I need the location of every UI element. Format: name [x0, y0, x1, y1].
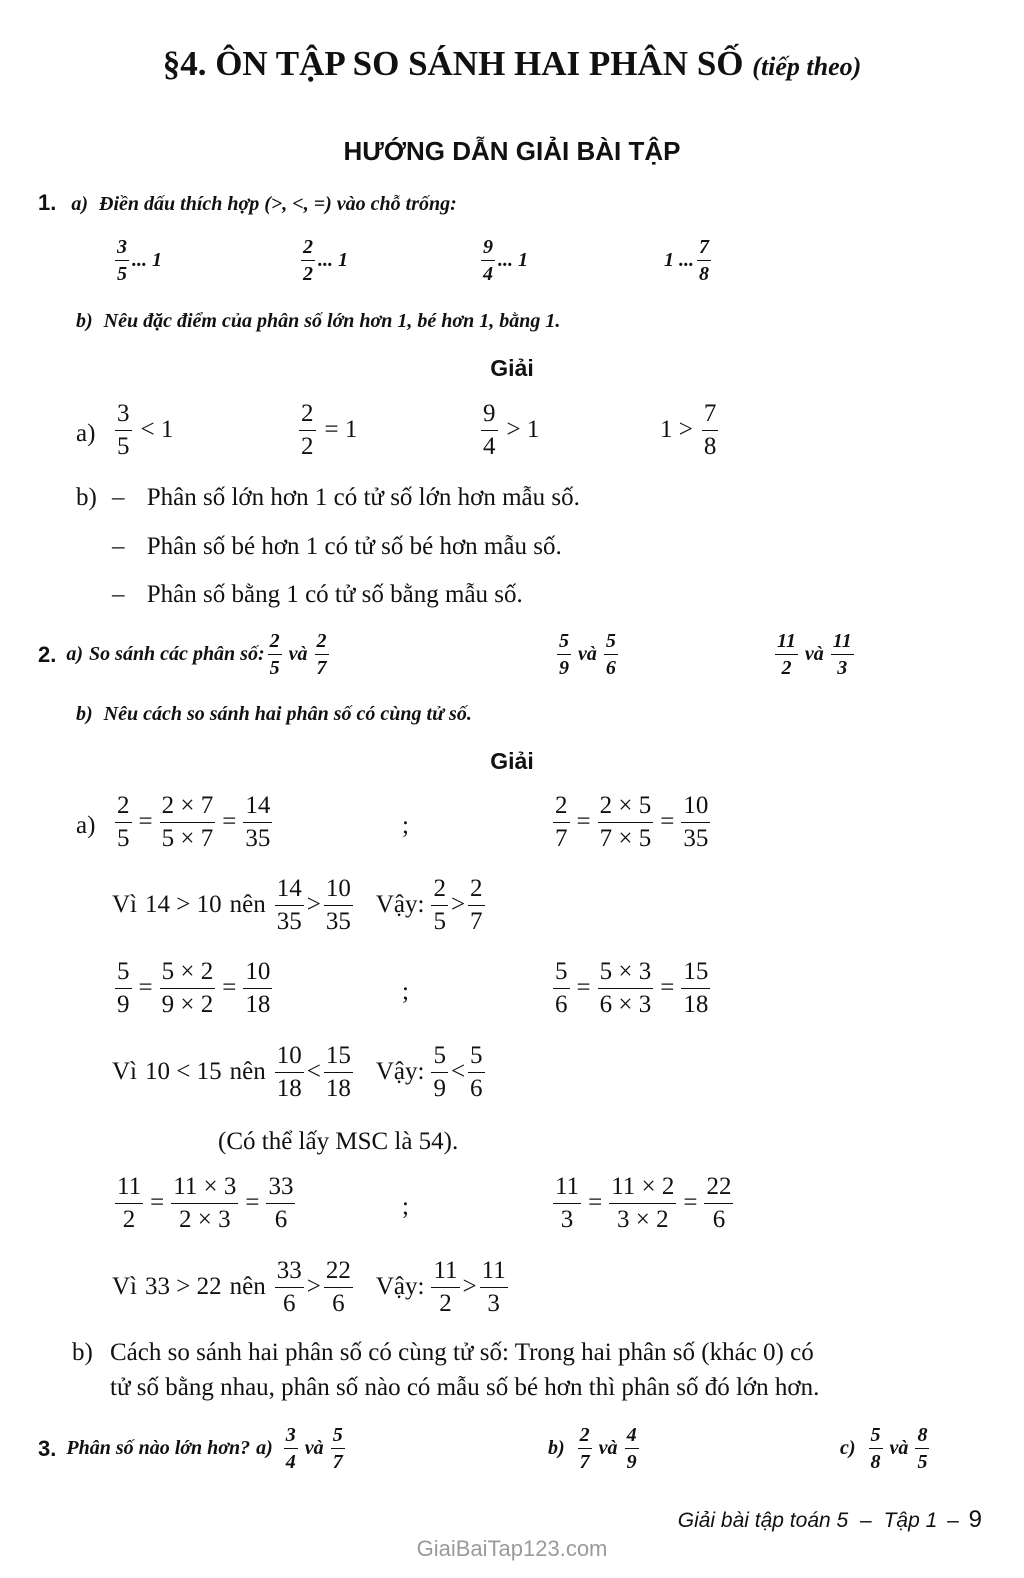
- ex2-a-text: So sánh các phân số:: [89, 643, 265, 665]
- ex1-item-1: [112, 236, 162, 285]
- ex1-answer-a-label: a): [76, 420, 96, 447]
- bullet-dash: –: [112, 484, 125, 511]
- bullet-dash: –: [112, 581, 125, 608]
- ex2-g3-right-chain: $\frac{11}{3}$ = $\frac{11 \times 2}{3 \times 2}$ = $\frac{22}{6}$: [555, 1173, 732, 1233]
- ex1-giai-heading: Giải: [490, 355, 534, 381]
- ex1-item-3: [478, 236, 528, 285]
- ex2-question-a: 2. a) So sánh các phân số: $\frac{2}{5}$ và $\frac{2}{7}$: [38, 630, 327, 679]
- ex2-b-label: b): [76, 703, 93, 725]
- ex1-question-a: [38, 190, 457, 216]
- ex2-number: 2.: [38, 641, 57, 667]
- ex1-b-text: Nêu đặc điểm của phân số lớn hơn 1, bé hơn 1, bằng 1.: [103, 310, 561, 332]
- section-subtitle: HƯỚNG DẪN GIẢI BÀI TẬP: [343, 136, 681, 166]
- ex2-g3-conclusion: Vì 33 > 22 nên $\frac{33}{6}$ > $\frac{22}{6}$ Vậy: $\frac{11}{2}$ > $\frac{11}{3}$: [112, 1257, 506, 1317]
- title-suffix: (tiếp theo): [752, 52, 862, 81]
- ex1-answer-4: 1 > $\frac{7}{8}$: [660, 400, 717, 460]
- ex2-g2-right-chain: $\frac{5}{6}$ = $\frac{5 \times 3}{6 \times 3}$ = $\frac{15}{18}$: [555, 958, 709, 1018]
- list-item: – Phân số lớn hơn 1 có tử số lớn hơn mẫu số.: [112, 484, 580, 511]
- page-number: 9: [968, 1506, 982, 1533]
- ex3-question-a: 3. Phân số nào lớn hơn? a) $\frac{3}{4}$ và $\frac{5}{7}$: [38, 1424, 343, 1473]
- ex2-g1-right-chain: $\frac{2}{7}$ = $\frac{2 \times 5}{7 \times 5}$ = $\frac{10}{35}$: [555, 792, 709, 852]
- fraction: $\frac{7}{8}$: [699, 236, 709, 285]
- title-main: §4. ÔN TẬP SO SÁNH HAI PHÂN SỐ: [162, 44, 744, 83]
- ex2-g3-left-chain: $\frac{11}{2}$ = $\frac{11 \times 3}{2 \times 3}$ = $\frac{33}{6}$: [117, 1173, 294, 1233]
- ex1-item-2: [298, 236, 348, 285]
- ex2-answer-b-line2: tử số bằng nhau, phân số nào có mẫu số bé hơn thì phân số đó lớn hơn.: [110, 1374, 820, 1401]
- separator: ;: [402, 978, 409, 1005]
- ex1-item-3-blank: ... 1: [498, 249, 528, 271]
- ex2-g1-conclusion: Vì 14 > 10 nên $\frac{14}{35}$ > $\frac{10}{35}$ Vậy: $\frac{2}{5}$ > $\frac{2}{7}$: [112, 875, 483, 935]
- ex2-g1-left-chain: $\frac{2}{5}$ = $\frac{2 \times 7}{5 \times 7}$ = $\frac{14}{35}$: [117, 792, 271, 852]
- ex1-answer-1: $\frac{3}{5}$ < 1: [117, 400, 174, 460]
- separator: ;: [402, 1193, 409, 1220]
- ex2-answer-b-line1: Cách so sánh hai phân số có cùng tử số: Trong hai phân số (khác 0) có: [110, 1339, 814, 1366]
- ex2-pair-2: $\frac{5}{9}$ và $\frac{5}{6}$: [559, 630, 616, 679]
- ex3-text: Phân số nào lớn hơn?: [66, 1437, 251, 1459]
- ex1-b-label: b): [76, 310, 93, 332]
- ex3-number: 3.: [38, 1435, 57, 1461]
- ex3-question-b: b) $\frac{2}{7}$ và $\frac{4}{9}$: [548, 1424, 637, 1473]
- ex2-giai-heading: Giải: [490, 748, 534, 774]
- fraction: $\frac{9}{4}$: [483, 236, 493, 285]
- ex1-answer-b-label: b): [76, 484, 97, 511]
- ex1-item-4: [664, 236, 714, 285]
- ex2-question-b: [76, 703, 472, 726]
- bullet-dash: –: [112, 533, 125, 560]
- list-item: – Phân số bằng 1 có tử số bằng mẫu số.: [112, 581, 523, 608]
- ex3-question-c: c) $\frac{5}{8}$ và $\frac{8}{5}$: [840, 1424, 928, 1473]
- ex1-number: 1.: [38, 190, 57, 215]
- watermark: GiaiBaiTap123.com: [416, 1536, 608, 1561]
- page-title: [0, 44, 1024, 84]
- ex1-answer-2: $\frac{2}{2}$ = 1: [301, 400, 358, 460]
- ex2-answer-b-label: b): [72, 1339, 93, 1366]
- ex2-g2-conclusion: Vì 10 < 15 nên $\frac{10}{18}$ < $\frac{15}{18}$ Vậy: $\frac{5}{9}$ < $\frac{5}{6}$: [112, 1042, 483, 1102]
- ex1-item-2-blank: ... 1: [318, 249, 348, 271]
- fraction: $\frac{3}{5}$: [117, 236, 127, 285]
- msc-note: (Có thể lấy MSC là 54).: [218, 1128, 459, 1155]
- ex1-a-text: Điền dấu thích hợp (>, <, =) vào chỗ trống:: [99, 193, 457, 215]
- ex1-a-label: a): [71, 193, 89, 215]
- fraction: $\frac{2}{2}$: [303, 236, 313, 285]
- page-footer: Giải bài tập toán 5 – Tập 1 – 9: [677, 1506, 982, 1533]
- list-item: – Phân số bé hơn 1 có tử số bé hơn mẫu số.: [112, 533, 562, 560]
- separator: ;: [402, 812, 409, 839]
- footer-volume: Tập 1: [883, 1509, 938, 1532]
- ex1-item-4-blank: 1 ...: [664, 249, 694, 271]
- ex1-question-b: [76, 310, 560, 333]
- ex2-a-label: a): [66, 643, 84, 665]
- ex2-answer-a-label: a): [76, 812, 96, 839]
- ex1-answer-3: $\frac{9}{4}$ > 1: [483, 400, 540, 460]
- ex1-item-1-blank: ... 1: [132, 249, 162, 271]
- ex2-pair-3: $\frac{11}{2}$ và $\frac{11}{3}$: [777, 630, 852, 679]
- footer-book: Giải bài tập toán 5: [677, 1509, 849, 1532]
- ex2-b-text: Nêu cách so sánh hai phân số có cùng tử số.: [103, 703, 472, 725]
- ex2-g2-left-chain: $\frac{5}{9}$ = $\frac{5 \times 2}{9 \times 2}$ = $\frac{10}{18}$: [117, 958, 271, 1018]
